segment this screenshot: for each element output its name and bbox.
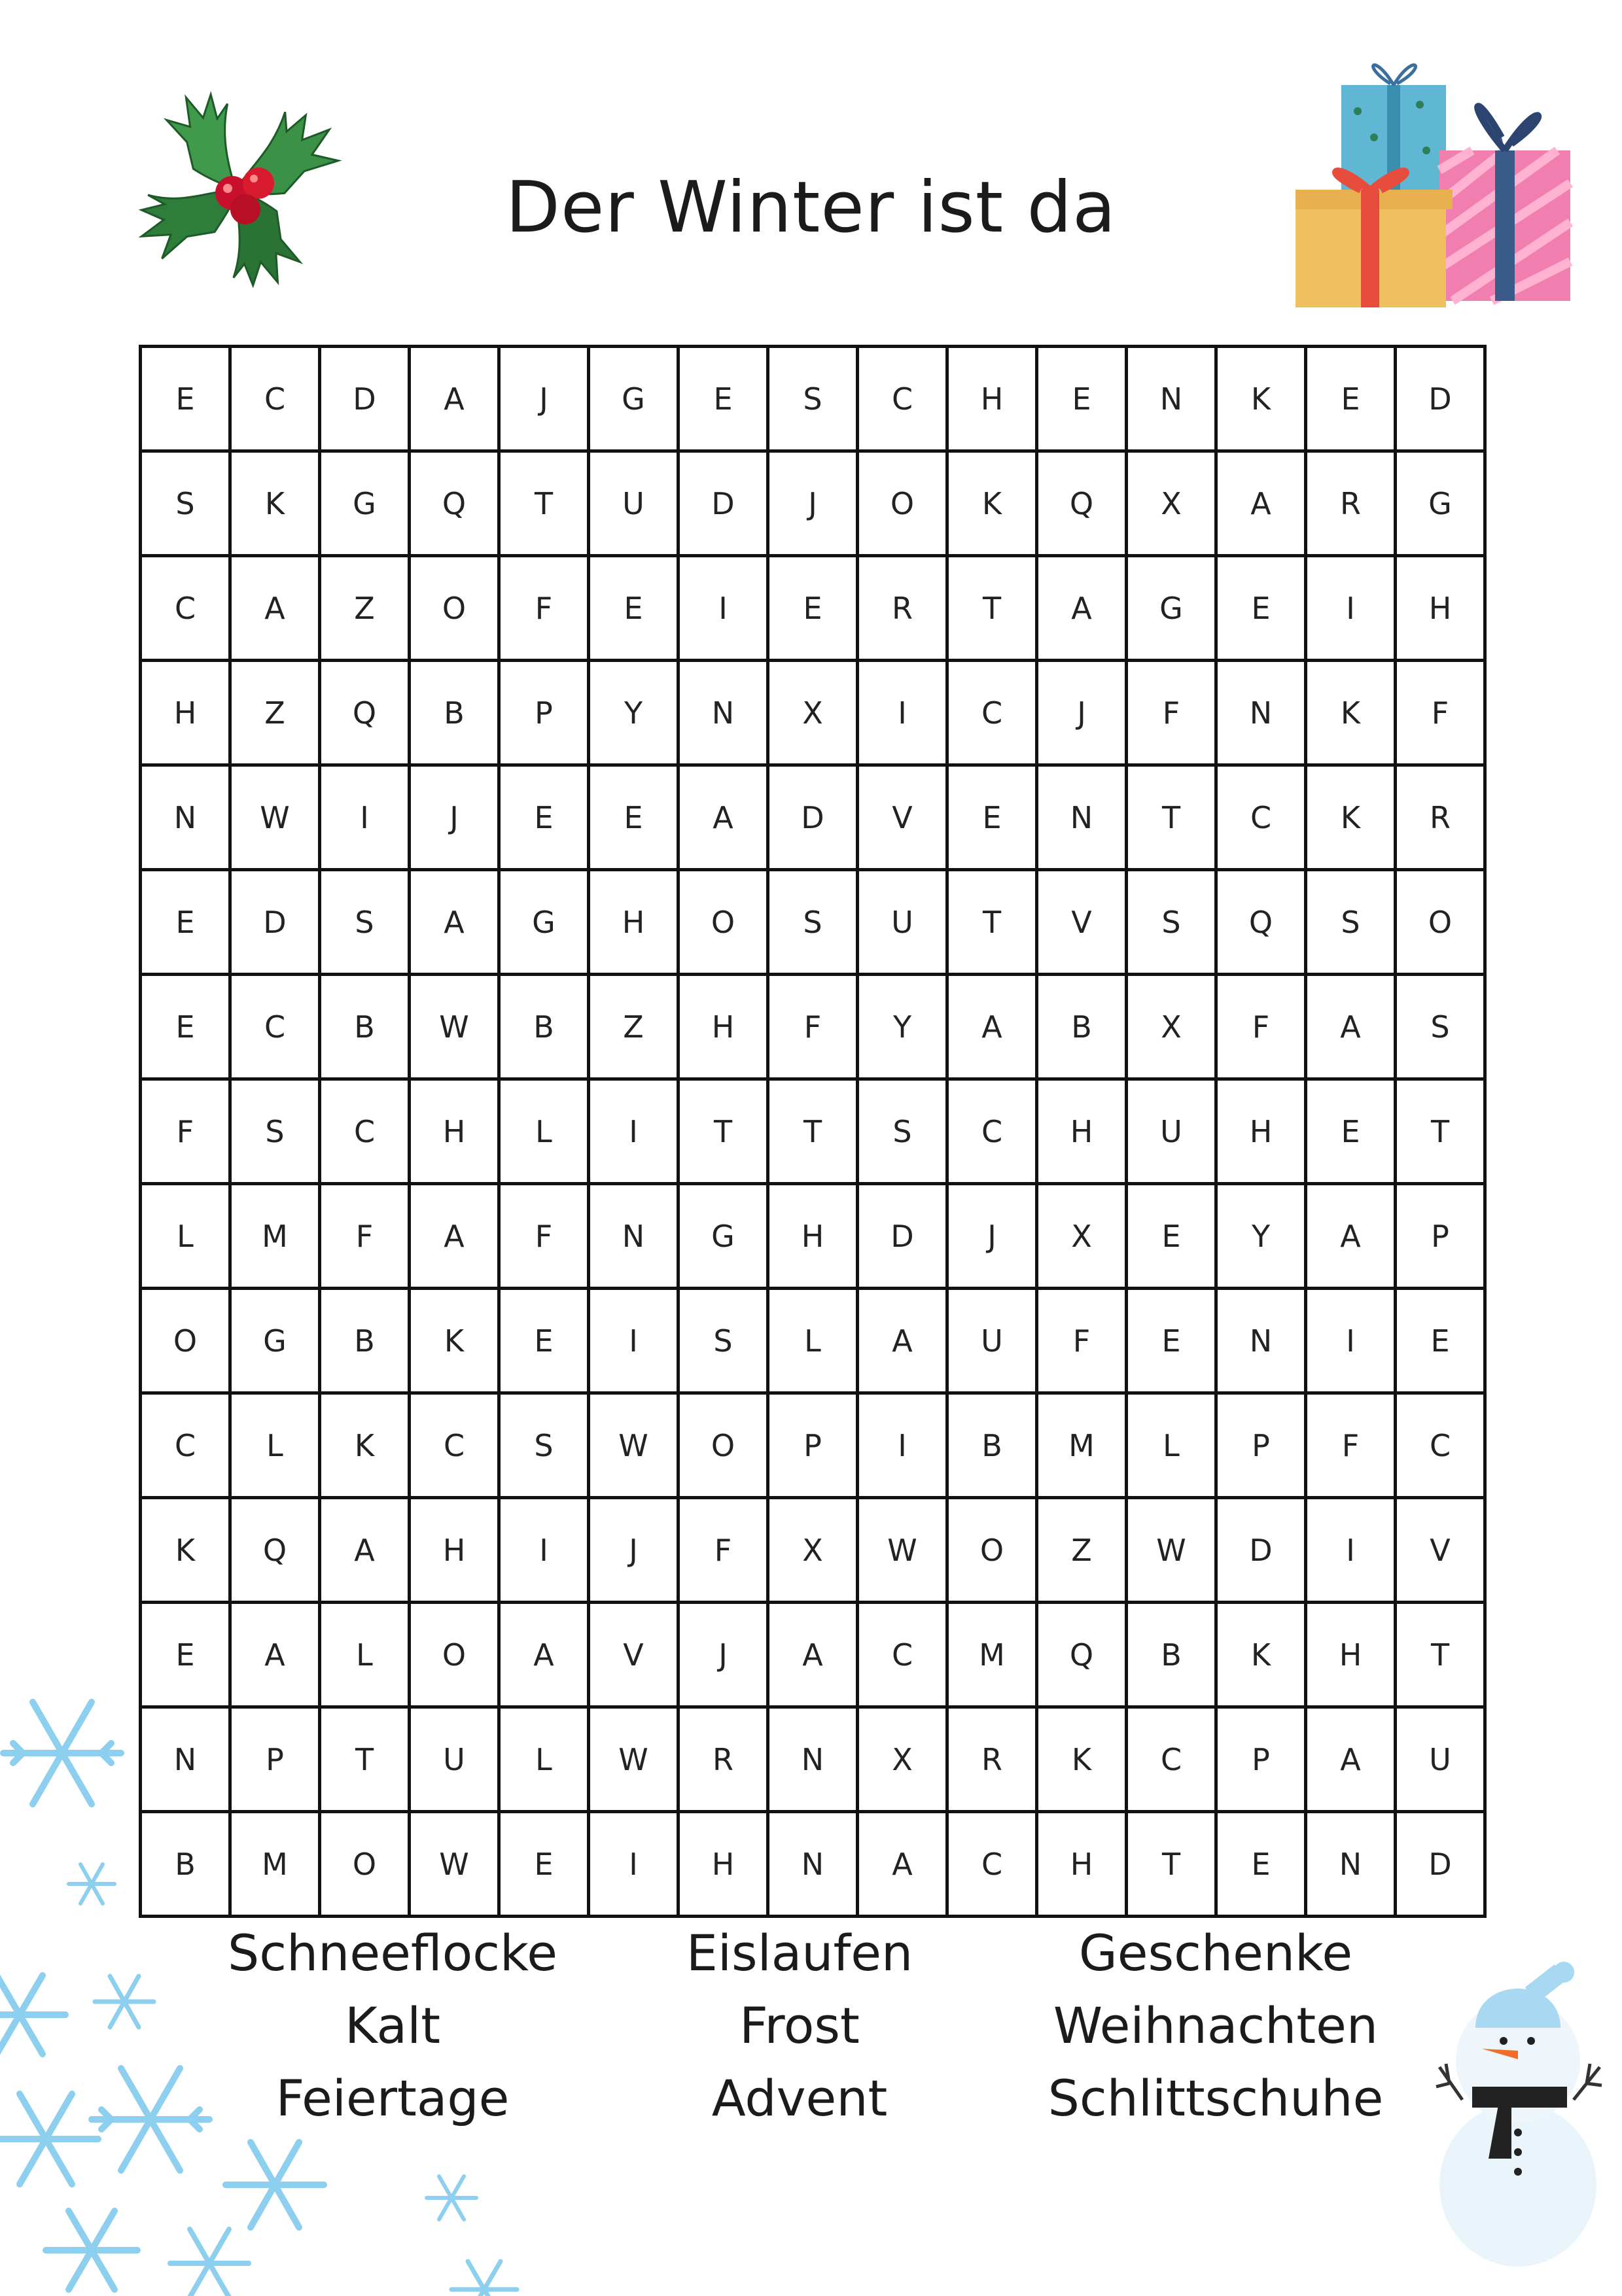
grid-cell: H xyxy=(411,1499,501,1604)
grid-cell: H xyxy=(1038,1813,1128,1918)
grid-cell: E xyxy=(501,1813,590,1918)
grid-cell: A xyxy=(501,1604,590,1709)
grid-cell: W xyxy=(590,1395,680,1499)
grid-cell: C xyxy=(411,1395,501,1499)
grid-cell: S xyxy=(769,871,859,976)
grid-cell: H xyxy=(1307,1604,1397,1709)
grid-cell: N xyxy=(1307,1813,1397,1918)
grid-cell: J xyxy=(1038,662,1128,767)
grid-cell: A xyxy=(411,348,501,453)
grid-cell: M xyxy=(232,1813,321,1918)
grid-cell: E xyxy=(590,557,680,662)
grid-cell: S xyxy=(1128,871,1218,976)
grid-cell: X xyxy=(1128,453,1218,557)
grid-cell: P xyxy=(1218,1709,1307,1813)
grid-cell: V xyxy=(590,1604,680,1709)
grid-cell: Y xyxy=(859,976,949,1081)
grid-cell: I xyxy=(680,557,769,662)
grid-cell: H xyxy=(769,1185,859,1290)
grid-cell: N xyxy=(1218,1290,1307,1395)
grid-cell: G xyxy=(590,348,680,453)
grid-cell: Y xyxy=(1218,1185,1307,1290)
grid-cell: U xyxy=(590,453,680,557)
grid-cell: T xyxy=(1397,1604,1487,1709)
grid-cell: E xyxy=(142,871,232,976)
word-item: Weihnachten xyxy=(1053,1996,1379,2055)
grid-cell: R xyxy=(949,1709,1038,1813)
grid-cell: Z xyxy=(321,557,411,662)
grid-cell: A xyxy=(1038,557,1128,662)
grid-cell: L xyxy=(501,1081,590,1185)
grid-cell: B xyxy=(501,976,590,1081)
grid-cell: T xyxy=(949,557,1038,662)
grid-cell: N xyxy=(142,1709,232,1813)
grid-cell: G xyxy=(501,871,590,976)
grid-cell: L xyxy=(321,1604,411,1709)
grid-cell: E xyxy=(142,348,232,453)
grid-cell: N xyxy=(769,1813,859,1918)
grid-cell: L xyxy=(232,1395,321,1499)
grid-cell: J xyxy=(769,453,859,557)
grid-cell: L xyxy=(1128,1395,1218,1499)
grid-cell: Y xyxy=(590,662,680,767)
grid-cell: F xyxy=(321,1185,411,1290)
grid-cell: C xyxy=(321,1081,411,1185)
grid-cell: C xyxy=(232,976,321,1081)
grid-cell: F xyxy=(1038,1290,1128,1395)
grid-cell: A xyxy=(859,1290,949,1395)
grid-cell: G xyxy=(321,453,411,557)
grid-cell: S xyxy=(501,1395,590,1499)
grid-cell: D xyxy=(232,871,321,976)
grid-cell: C xyxy=(949,1813,1038,1918)
grid-cell: Z xyxy=(232,662,321,767)
grid-cell: C xyxy=(142,1395,232,1499)
grid-cell: U xyxy=(1128,1081,1218,1185)
grid-cell: W xyxy=(590,1709,680,1813)
word-item: Kalt xyxy=(345,1996,440,2055)
grid-cell: N xyxy=(1128,348,1218,453)
word-item: Frost xyxy=(739,1996,860,2055)
grid-cell: R xyxy=(859,557,949,662)
grid-cell: E xyxy=(1218,1813,1307,1918)
grid-cell: J xyxy=(680,1604,769,1709)
word-item: Schlittschuhe xyxy=(1048,2069,1384,2127)
grid-cell: K xyxy=(321,1395,411,1499)
grid-cell: H xyxy=(1397,557,1487,662)
grid-cell: N xyxy=(1038,767,1128,871)
grid-cell: U xyxy=(949,1290,1038,1395)
grid-cell: M xyxy=(232,1185,321,1290)
grid-cell: A xyxy=(411,871,501,976)
grid-cell: Z xyxy=(590,976,680,1081)
grid-cell: T xyxy=(501,453,590,557)
grid-cell: J xyxy=(411,767,501,871)
grid-cell: F xyxy=(501,557,590,662)
grid-cell: A xyxy=(769,1604,859,1709)
grid-cell: W xyxy=(232,767,321,871)
grid-cell: L xyxy=(501,1709,590,1813)
grid-cell: T xyxy=(1128,767,1218,871)
grid-cell: P xyxy=(769,1395,859,1499)
grid-cell: M xyxy=(949,1604,1038,1709)
grid-cell: H xyxy=(1218,1081,1307,1185)
grid-cell: O xyxy=(949,1499,1038,1604)
grid-cell: T xyxy=(321,1709,411,1813)
grid-cell: N xyxy=(769,1709,859,1813)
grid-cell: M xyxy=(1038,1395,1128,1499)
grid-cell: H xyxy=(680,1813,769,1918)
grid-cell: W xyxy=(1128,1499,1218,1604)
grid-cell: A xyxy=(1307,1709,1397,1813)
grid-cell: F xyxy=(769,976,859,1081)
grid-cell: Q xyxy=(1218,871,1307,976)
grid-cell: K xyxy=(142,1499,232,1604)
grid-cell: B xyxy=(142,1813,232,1918)
grid-cell: N xyxy=(680,662,769,767)
grid-cell: K xyxy=(411,1290,501,1395)
grid-cell: E xyxy=(949,767,1038,871)
grid-cell: E xyxy=(1397,1290,1487,1395)
grid-cell: A xyxy=(1307,976,1397,1081)
grid-cell: K xyxy=(949,453,1038,557)
word-item: Geschenke xyxy=(1078,1924,1353,1982)
grid-cell: Q xyxy=(1038,453,1128,557)
grid-cell: D xyxy=(1397,1813,1487,1918)
grid-cell: D xyxy=(321,348,411,453)
grid-cell: A xyxy=(411,1185,501,1290)
grid-cell: T xyxy=(1128,1813,1218,1918)
grid-cell: C xyxy=(1218,767,1307,871)
grid-cell: E xyxy=(1307,1081,1397,1185)
grid-cell: C xyxy=(949,662,1038,767)
grid-cell: T xyxy=(680,1081,769,1185)
grid-cell: U xyxy=(859,871,949,976)
grid-cell: S xyxy=(680,1290,769,1395)
grid-cell: E xyxy=(142,1604,232,1709)
grid-cell: D xyxy=(769,767,859,871)
grid-cell: B xyxy=(1128,1604,1218,1709)
grid-cell: E xyxy=(1128,1290,1218,1395)
grid-cell: B xyxy=(321,1290,411,1395)
grid-cell: E xyxy=(501,767,590,871)
gift-boxes-icon xyxy=(1276,39,1590,314)
grid-cell: I xyxy=(321,767,411,871)
grid-cell: K xyxy=(1218,1604,1307,1709)
grid-cell: J xyxy=(501,348,590,453)
grid-cell: G xyxy=(232,1290,321,1395)
grid-cell: L xyxy=(142,1185,232,1290)
grid-cell: X xyxy=(769,1499,859,1604)
grid-cell: I xyxy=(590,1813,680,1918)
grid-cell: W xyxy=(411,976,501,1081)
grid-cell: S xyxy=(769,348,859,453)
grid-cell: I xyxy=(1307,1499,1397,1604)
grid-cell: B xyxy=(321,976,411,1081)
grid-cell: U xyxy=(411,1709,501,1813)
grid-cell: B xyxy=(949,1395,1038,1499)
grid-cell: A xyxy=(1218,453,1307,557)
grid-cell: C xyxy=(1397,1395,1487,1499)
grid-cell: X xyxy=(1128,976,1218,1081)
grid-cell: K xyxy=(1218,348,1307,453)
grid-cell: P xyxy=(232,1709,321,1813)
grid-cell: O xyxy=(1397,871,1487,976)
grid-cell: X xyxy=(769,662,859,767)
grid-cell: C xyxy=(232,348,321,453)
grid-cell: F xyxy=(1218,976,1307,1081)
grid-cell: V xyxy=(859,767,949,871)
grid-cell: J xyxy=(590,1499,680,1604)
grid-cell: E xyxy=(501,1290,590,1395)
grid-cell: Q xyxy=(321,662,411,767)
grid-cell: A xyxy=(949,976,1038,1081)
grid-cell: P xyxy=(501,662,590,767)
grid-cell: I xyxy=(590,1290,680,1395)
grid-cell: E xyxy=(1307,348,1397,453)
grid-cell: H xyxy=(1038,1081,1128,1185)
grid-cell: N xyxy=(590,1185,680,1290)
grid-cell: E xyxy=(1038,348,1128,453)
grid-cell: N xyxy=(1218,662,1307,767)
grid-cell: C xyxy=(1128,1709,1218,1813)
grid-cell: I xyxy=(590,1081,680,1185)
grid-cell: A xyxy=(321,1499,411,1604)
grid-cell: Q xyxy=(232,1499,321,1604)
grid-cell: E xyxy=(142,976,232,1081)
grid-cell: R xyxy=(1397,767,1487,871)
grid-cell: S xyxy=(1397,976,1487,1081)
grid-cell: J xyxy=(949,1185,1038,1290)
grid-cell: H xyxy=(590,871,680,976)
page-title: Der Winter ist da xyxy=(505,167,1117,249)
grid-cell: N xyxy=(142,767,232,871)
grid-cell: V xyxy=(1397,1499,1487,1604)
grid-cell: D xyxy=(1218,1499,1307,1604)
grid-cell: X xyxy=(1038,1185,1128,1290)
grid-cell: S xyxy=(321,871,411,976)
grid-cell: F xyxy=(501,1185,590,1290)
grid-cell: E xyxy=(1218,557,1307,662)
grid-cell: H xyxy=(411,1081,501,1185)
grid-cell: C xyxy=(859,1604,949,1709)
grid-cell: A xyxy=(1307,1185,1397,1290)
grid-cell: K xyxy=(1038,1709,1128,1813)
grid-cell: O xyxy=(859,453,949,557)
grid-cell: Q xyxy=(1038,1604,1128,1709)
grid-cell: I xyxy=(859,662,949,767)
grid-cell: A xyxy=(859,1813,949,1918)
grid-cell: W xyxy=(411,1813,501,1918)
grid-cell: T xyxy=(1397,1081,1487,1185)
grid-cell: S xyxy=(859,1081,949,1185)
grid-cell: O xyxy=(411,1604,501,1709)
grid-cell: E xyxy=(680,348,769,453)
word-search-grid xyxy=(139,345,1487,1918)
grid-cell: H xyxy=(142,662,232,767)
grid-cell: S xyxy=(142,453,232,557)
grid-cell: G xyxy=(1128,557,1218,662)
grid-cell: O xyxy=(142,1290,232,1395)
grid-cell: W xyxy=(859,1499,949,1604)
grid-cell: I xyxy=(1307,557,1397,662)
grid-cell: D xyxy=(859,1185,949,1290)
grid-cell: F xyxy=(1397,662,1487,767)
grid-cell: B xyxy=(1038,976,1128,1081)
grid-cell: F xyxy=(680,1499,769,1604)
word-list-column xyxy=(1006,1917,1425,2134)
grid-cell: F xyxy=(142,1081,232,1185)
grid-cell: H xyxy=(680,976,769,1081)
grid-cell: C xyxy=(949,1081,1038,1185)
grid-cell: I xyxy=(1307,1290,1397,1395)
grid-cell: S xyxy=(232,1081,321,1185)
grid-cell: U xyxy=(1397,1709,1487,1813)
grid-cell: E xyxy=(1128,1185,1218,1290)
grid-cell: X xyxy=(859,1709,949,1813)
grid-cell: I xyxy=(859,1395,949,1499)
grid-cell: K xyxy=(232,453,321,557)
grid-cell: H xyxy=(949,348,1038,453)
holly-icon xyxy=(98,78,373,288)
word-item: Feiertage xyxy=(275,2069,510,2127)
grid-cell: D xyxy=(1397,348,1487,453)
grid-cell: O xyxy=(321,1813,411,1918)
grid-cell: E xyxy=(590,767,680,871)
grid-cell: D xyxy=(680,453,769,557)
grid-cell: K xyxy=(1307,662,1397,767)
grid-cell: T xyxy=(949,871,1038,976)
word-list-column xyxy=(590,1917,1009,2134)
grid-cell: E xyxy=(769,557,859,662)
grid-cell: Q xyxy=(411,453,501,557)
grid-cell: B xyxy=(411,662,501,767)
grid-cell: T xyxy=(769,1081,859,1185)
grid-cell: C xyxy=(859,348,949,453)
grid-cell: O xyxy=(411,557,501,662)
grid-cell: V xyxy=(1038,871,1128,976)
word-item: Schneeflocke xyxy=(227,1924,558,1982)
grid-cell: A xyxy=(232,557,321,662)
grid-cell: I xyxy=(501,1499,590,1604)
grid-cell: O xyxy=(680,871,769,976)
grid-cell: P xyxy=(1218,1395,1307,1499)
grid-cell: F xyxy=(1128,662,1218,767)
grid-cell: G xyxy=(680,1185,769,1290)
word-list xyxy=(0,1917,1622,2139)
word-list-column xyxy=(183,1917,602,2134)
grid-cell: A xyxy=(680,767,769,871)
grid-cell: A xyxy=(232,1604,321,1709)
grid-cell: P xyxy=(1397,1185,1487,1290)
grid-cell: K xyxy=(1307,767,1397,871)
grid-cell: L xyxy=(769,1290,859,1395)
grid-cell: S xyxy=(1307,871,1397,976)
grid-cell: O xyxy=(680,1395,769,1499)
grid-cell: G xyxy=(1397,453,1487,557)
word-item: Eislaufen xyxy=(686,1924,913,1982)
grid-cell: F xyxy=(1307,1395,1397,1499)
word-item: Advent xyxy=(711,2069,888,2127)
grid-cell: R xyxy=(1307,453,1397,557)
grid-cell: Z xyxy=(1038,1499,1128,1604)
grid-cell: R xyxy=(680,1709,769,1813)
grid-cell: C xyxy=(142,557,232,662)
